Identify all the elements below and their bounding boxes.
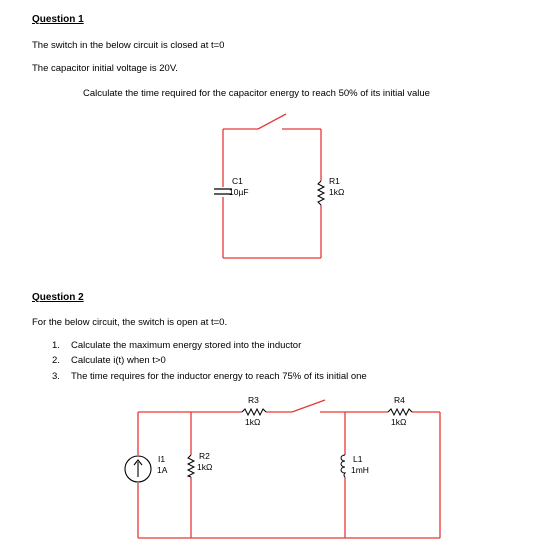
inductor-l1-symbol (341, 455, 345, 477)
question-1-heading: Question 1 (32, 14, 84, 25)
question-2-heading: Question 2 (32, 292, 84, 303)
list-text: The time requires for the inductor energy to reach 75% of its initial one (71, 371, 367, 382)
r1-name-label: R1 (329, 176, 340, 186)
r4-name-label: R4 (394, 395, 405, 405)
c1-value-label: 10µF (229, 187, 249, 197)
l1-name-label: L1 (353, 454, 363, 464)
list-text: Calculate i(t) when t>0 (71, 355, 166, 366)
resistor-r2-symbol (188, 455, 194, 477)
list-number: 1. (52, 340, 60, 351)
i1-name-label: I1 (158, 454, 166, 464)
q1-capacitor-statement: The capacitor initial voltage is 20V. (32, 63, 178, 74)
q1-switch-statement: The switch in the below circuit is closed at t=0 (32, 40, 225, 51)
c1-name-label: C1 (232, 176, 243, 186)
current-source-i1-symbol (125, 456, 151, 482)
c1-switch-blade (258, 114, 286, 129)
r2-name-label: R2 (199, 451, 210, 461)
r3-value-label: 1kΩ (245, 417, 261, 427)
r3-name-label: R3 (248, 395, 259, 405)
q2-intro: For the below circuit, the switch is open at t=0. (32, 317, 228, 328)
resistor-r1-symbol (318, 181, 324, 205)
list-number: 2. (52, 355, 60, 366)
r4-value-label: 1kΩ (391, 417, 407, 427)
l1-value-label: 1mH (351, 465, 369, 475)
c2-switch-blade (292, 400, 325, 412)
list-number: 3. (52, 371, 60, 382)
i1-value-label: 1A (157, 465, 168, 475)
resistor-r3-symbol (242, 409, 266, 415)
resistor-r4-symbol (388, 409, 412, 415)
r1-value-label: 1kΩ (329, 187, 345, 197)
list-text: Calculate the maximum energy stored into the inductor (71, 340, 302, 351)
r2-value-label: 1kΩ (197, 462, 213, 472)
circuit-1 (223, 114, 321, 258)
q1-task: Calculate the time required for the capacitor energy to reach 50% of its initial value (83, 88, 430, 99)
